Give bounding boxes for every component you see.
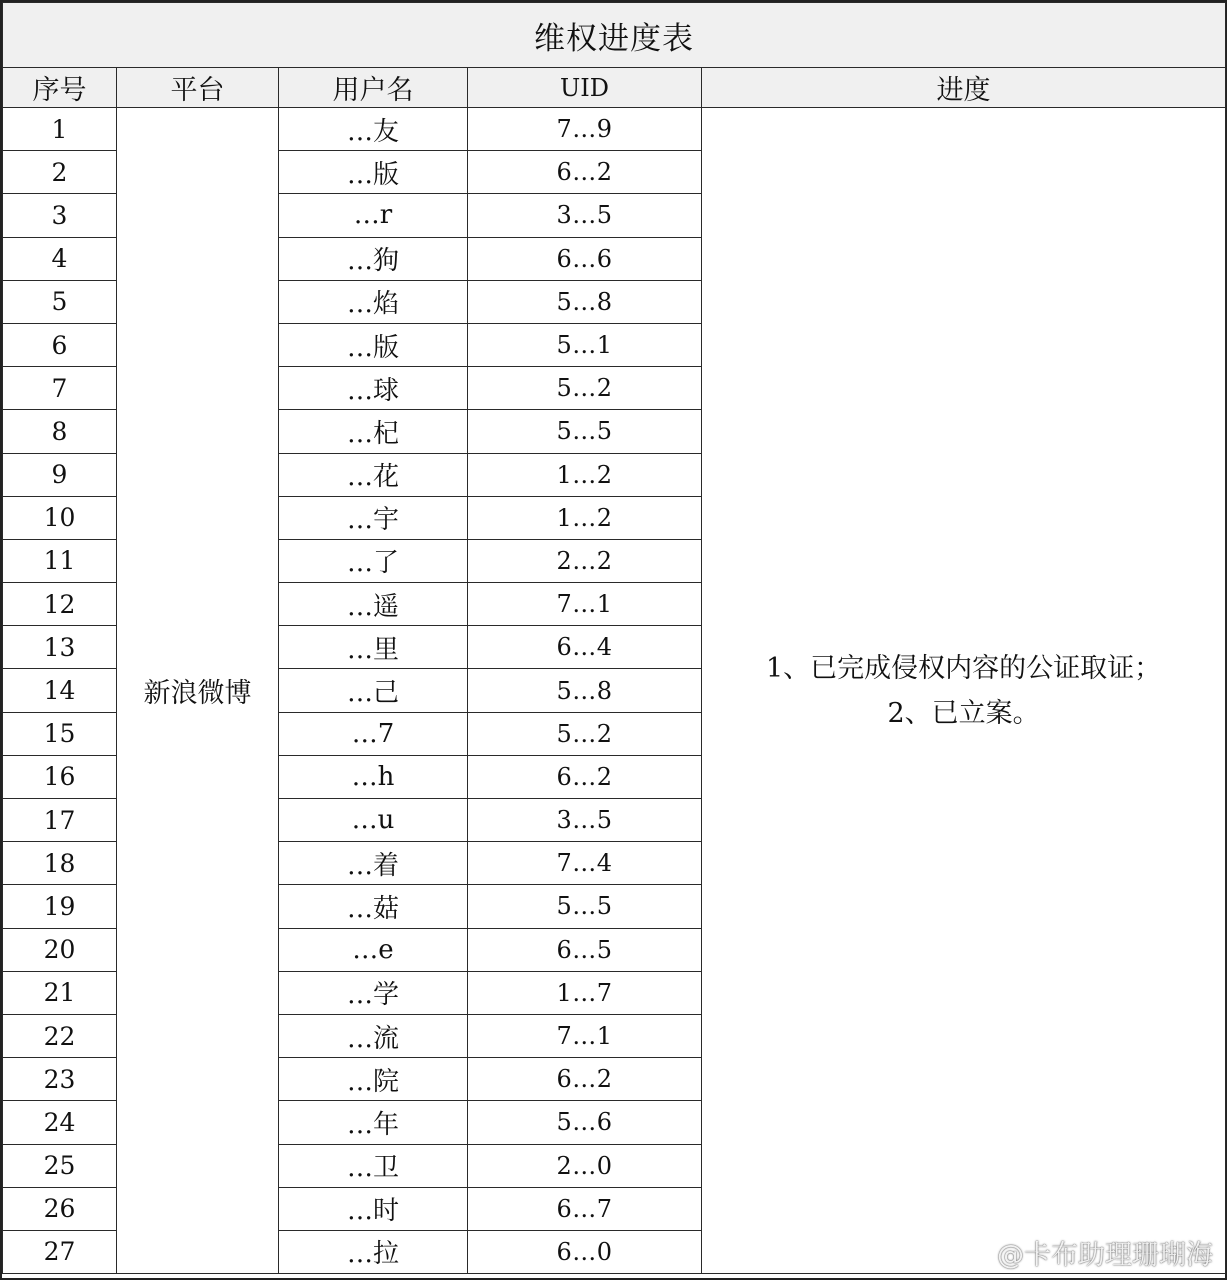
row-index: 7: [3, 367, 117, 410]
row-uid: 2…0: [468, 1144, 702, 1187]
row-uid: 5…1: [468, 323, 702, 366]
row-uid: 1…2: [468, 496, 702, 539]
row-username: …u: [279, 799, 468, 842]
row-username: …着: [279, 842, 468, 885]
row-uid: 6…4: [468, 626, 702, 669]
row-index: 8: [3, 410, 117, 453]
row-index: 2: [3, 151, 117, 194]
row-username: …时: [279, 1187, 468, 1230]
row-username: …焰: [279, 280, 468, 323]
row-index: 23: [3, 1058, 117, 1101]
row-username: …球: [279, 367, 468, 410]
row-index: 22: [3, 1014, 117, 1057]
row-uid: 5…2: [468, 367, 702, 410]
row-index: 12: [3, 583, 117, 626]
row-username: …花: [279, 453, 468, 496]
row-uid: 5…5: [468, 410, 702, 453]
row-uid: 1…2: [468, 453, 702, 496]
row-index: 13: [3, 626, 117, 669]
header-platform: 平台: [117, 68, 279, 108]
row-index: 5: [3, 280, 117, 323]
row-username: …版: [279, 151, 468, 194]
row-username: …菇: [279, 885, 468, 928]
row-index: 25: [3, 1144, 117, 1187]
row-index: 11: [3, 539, 117, 582]
row-username: …学: [279, 971, 468, 1014]
row-uid: 6…0: [468, 1230, 702, 1273]
row-uid: 6…2: [468, 1058, 702, 1101]
row-uid: 5…8: [468, 280, 702, 323]
row-username: …h: [279, 755, 468, 798]
table-row: [3, 108, 1226, 151]
row-uid: 1…7: [468, 971, 702, 1014]
row-username: …杞: [279, 410, 468, 453]
header-progress: 进度: [702, 68, 1226, 108]
row-uid: 6…6: [468, 237, 702, 280]
header-index: 序号: [3, 68, 117, 108]
row-index: 20: [3, 928, 117, 971]
table-title: 维权进度表: [3, 3, 1226, 68]
progress-item: 1、已完成侵权内容的公证取证；: [765, 652, 1162, 684]
row-username: …狗: [279, 237, 468, 280]
row-uid: 6…7: [468, 1187, 702, 1230]
row-uid: 5…8: [468, 669, 702, 712]
row-uid: 3…5: [468, 799, 702, 842]
row-uid: 5…2: [468, 712, 702, 755]
row-username: …流: [279, 1014, 468, 1057]
table-body: [3, 108, 1226, 1274]
row-index: 9: [3, 453, 117, 496]
row-index: 18: [3, 842, 117, 885]
row-username: …7: [279, 712, 468, 755]
row-index: 10: [3, 496, 117, 539]
row-index: 24: [3, 1101, 117, 1144]
row-username: …宇: [279, 496, 468, 539]
platform-cell: 新浪微博: [117, 108, 279, 1274]
row-username: …遥: [279, 583, 468, 626]
row-username: …友: [279, 108, 468, 151]
row-username: …拉: [279, 1230, 468, 1273]
row-index: 6: [3, 323, 117, 366]
row-index: 3: [3, 194, 117, 237]
row-index: 1: [3, 108, 117, 151]
row-index: 21: [3, 971, 117, 1014]
row-username: …里: [279, 626, 468, 669]
row-index: 4: [3, 237, 117, 280]
watermark-text: @卡布助理珊瑚海: [997, 1240, 1213, 1271]
row-username: …e: [279, 928, 468, 971]
row-uid: 7…1: [468, 583, 702, 626]
header-uid: UID: [468, 68, 702, 108]
row-uid: 7…9: [468, 108, 702, 151]
row-uid: 7…4: [468, 842, 702, 885]
row-index: 14: [3, 669, 117, 712]
row-username: …r: [279, 194, 468, 237]
row-username: …卫: [279, 1144, 468, 1187]
row-index: 17: [3, 799, 117, 842]
row-index: 16: [3, 755, 117, 798]
progress-item: 2、已立案。: [887, 697, 1040, 729]
row-username: …己: [279, 669, 468, 712]
rights-progress-table: [2, 2, 1226, 1274]
row-index: 27: [3, 1230, 117, 1273]
row-username: …版: [279, 323, 468, 366]
progress-cell: [702, 108, 1226, 1274]
row-uid: 5…5: [468, 885, 702, 928]
row-uid: 2…2: [468, 539, 702, 582]
row-uid: 6…2: [468, 151, 702, 194]
row-uid: 6…5: [468, 928, 702, 971]
row-uid: 3…5: [468, 194, 702, 237]
row-uid: 5…6: [468, 1101, 702, 1144]
row-username: …了: [279, 539, 468, 582]
row-username: …年: [279, 1101, 468, 1144]
row-username: …院: [279, 1058, 468, 1101]
row-index: 19: [3, 885, 117, 928]
row-uid: 7…1: [468, 1014, 702, 1057]
row-index: 26: [3, 1187, 117, 1230]
row-index: 15: [3, 712, 117, 755]
header-username: 用户名: [279, 68, 468, 108]
row-uid: 6…2: [468, 755, 702, 798]
